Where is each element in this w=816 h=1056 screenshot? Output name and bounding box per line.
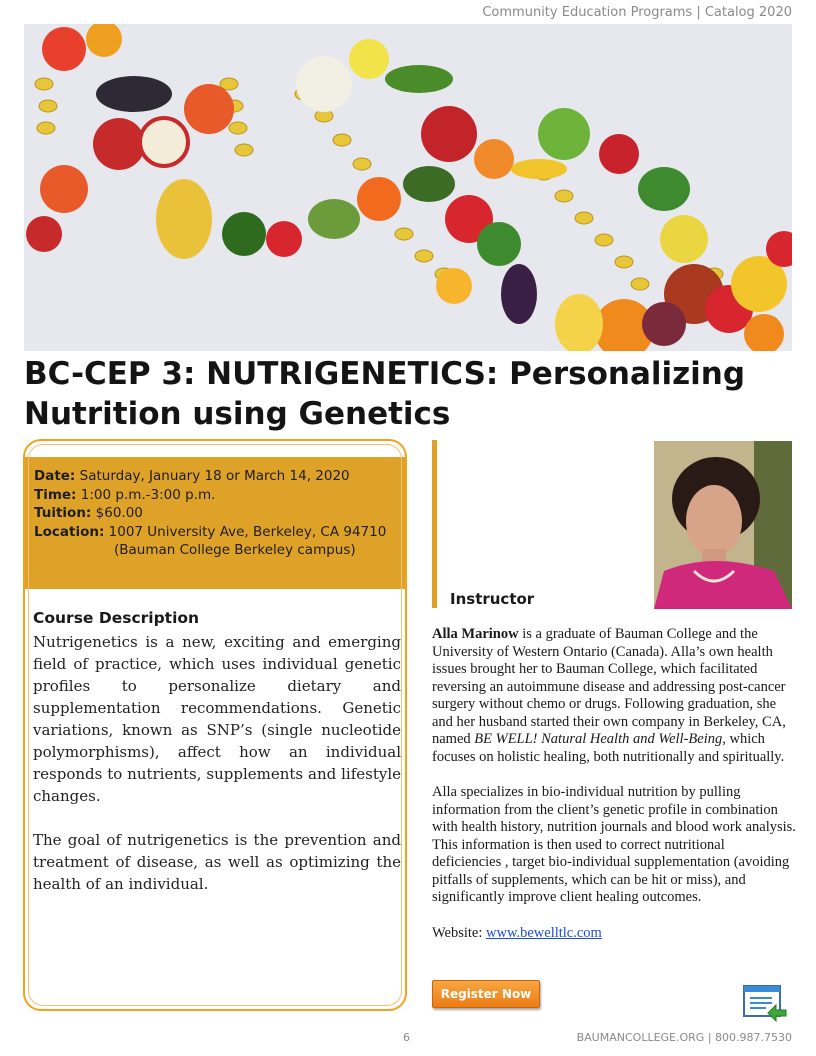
tuition-row [34,504,396,523]
instructor-bio [432,626,796,960]
bio-1-part-a: is a graduate of Bauman College and the University of Western Ontario (Canada). Alla’s own health issues brought her to Bauman College, which facilitated reversing an autoimmune disease and addressing post-cancer surgery without chemo or drugs. Following graduation, she and her husband started their own company in Berkeley, CA, named [432,626,786,747]
website-label: Website: [432,924,486,941]
registration-form-icon[interactable] [742,984,788,1022]
company-name: BE WELL! Natural Health and Well-Being [474,731,723,747]
location-label: Location: [34,523,105,540]
date-label: Date: [34,468,76,484]
instructor-portrait [654,441,792,609]
page-title [24,354,794,434]
date-value: Saturday, January 18 or March 14, 2020 [79,468,350,484]
course-info-box [23,439,407,1011]
location-row-2 [34,541,396,560]
location-row [34,523,396,542]
course-description-heading: Course Description [33,609,200,627]
time-value: 1:00 p.m.-3:00 p.m. [80,486,216,503]
instructor-name: Alla Marinow [432,626,519,642]
page-number: 6 [403,1031,410,1044]
website-link[interactable]: www.bewelltlc.com [486,924,602,941]
time-label: Time: [34,486,77,503]
bio-paragraph-1 [432,626,796,766]
title-line-2: Nutrition using Genetics [24,396,451,432]
location-value: 1007 University Ave, Berkeley, CA 94710 [108,523,387,540]
dna-fruit-illustration [24,24,792,351]
course-description [33,607,401,917]
time-row [34,486,396,505]
hero-image [24,24,792,351]
instructor-accent-bar [432,440,437,608]
title-line-1: BC-CEP 3: NUTRIGENETICS: Personalizing [24,356,746,392]
course-details [25,457,405,589]
instructor-label: Instructor [450,590,535,608]
register-now-button[interactable]: Register Now [432,980,540,1008]
footer-contact: BAUMANCOLLEGE.ORG | 800.987.7530 [576,1031,792,1044]
course-description-para-2: The goal of nutrigenetics is the prevention and treatment of disease, as well as optimizing the health of an individual. [33,831,401,893]
catalog-header: Community Education Programs | Catalog 2020 [482,5,792,20]
website-line [432,925,796,943]
instructor-photo [654,441,792,609]
tuition-value: $60.00 [95,505,143,521]
date-row [34,467,396,486]
bio-1-part-b: , which focuses on holistic healing, both nutritionally and spiritually. [432,731,785,765]
course-description-para-1: Nutrigenetics is a new, exciting and emerging field of practice, which uses individual genetic profiles to personalize dietary and supplementation recommendations. Genetic variations, known as SNP’s (single nucleotide polymorphisms), affect how an individual responds to nutrients, supplements and lifestyle changes. [33,633,401,805]
tuition-label: Tuition: [34,505,92,521]
bio-paragraph-2: Alla specializes in bio-individual nutrition by pulling information from the client’s genetic profile in combination with health history, nutrition journals and blood work analysis. This information is then used to correct nutritional deficiencies , target bio-individual supplementation (avoiding pitfalls of supplements, which can be hit or miss), and significantly improve client healing outcomes. [432,784,796,905]
location-value-2: (Bauman College Berkeley campus) [114,542,356,558]
